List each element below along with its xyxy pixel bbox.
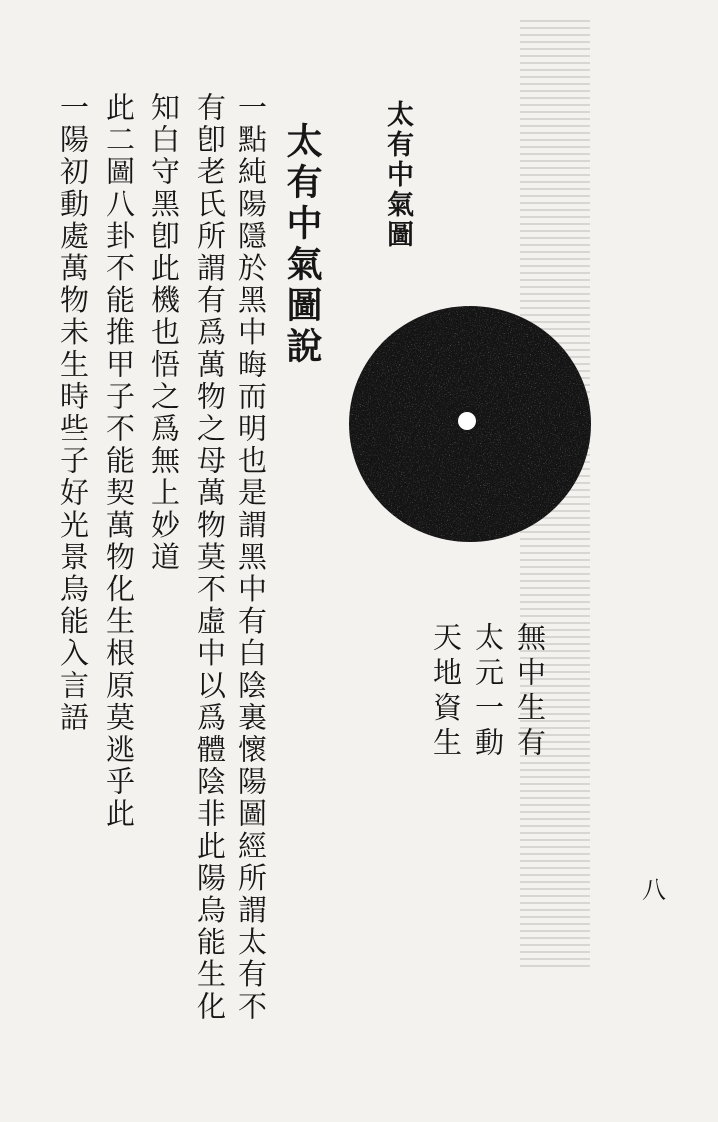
body-column: 此二圖八卦不能推甲子不能契萬物化生根原莫逃乎此 <box>102 92 136 831</box>
diagram-caption: 天地資生 <box>429 622 463 762</box>
page-number: 八 <box>642 876 666 904</box>
treatise-title: 太有中氣圖說 <box>281 122 323 368</box>
diagram-caption: 無中生有 <box>513 622 547 762</box>
body-column: 知白守黑卽此機也悟之爲無上妙道 <box>147 92 181 574</box>
body-column: 有卽老氏所謂有爲萬物之母萬物莫不虛中以爲體陰非此陽烏能生化 <box>193 92 227 1023</box>
body-column: 一點純陽隱於黑中晦而明也是謂黑中有白陰裏懷陽圖經所謂太有不 <box>234 92 268 1023</box>
taiyou-qi-diagram <box>345 300 595 550</box>
body-column: 一陽初動處萬物未生時些子好光景烏能入言語 <box>56 92 90 734</box>
diagram-caption: 太元一動 <box>471 622 505 762</box>
diagram-title: 太有中氣圖 <box>382 100 413 250</box>
black-circle-with-white-dot <box>345 300 595 550</box>
